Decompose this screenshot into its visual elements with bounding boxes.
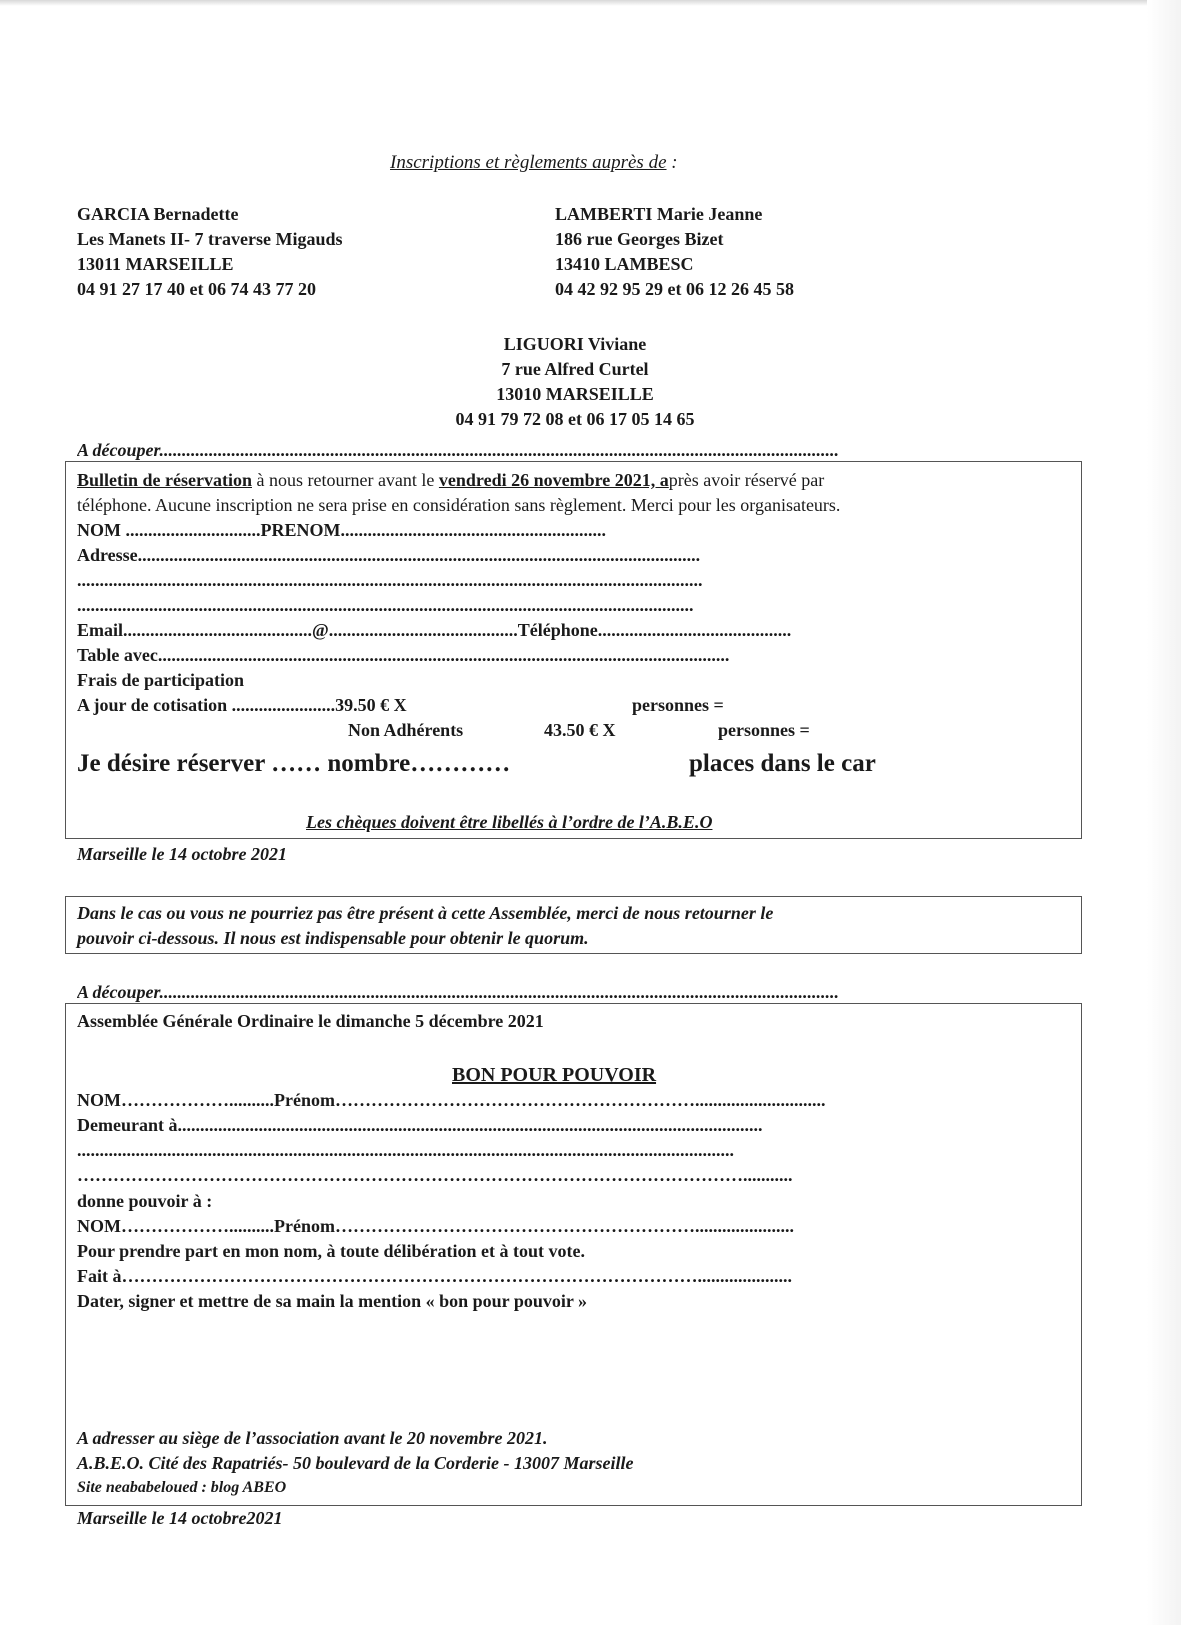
pouvoir-demeurant-line-3[interactable]: …………………………………………………………………………………………………........... xyxy=(77,1165,793,1185)
reservation-lead xyxy=(77,468,824,493)
reservation-adresse-line-3[interactable]: ......................................................................................................................................... xyxy=(77,595,694,615)
notice-line-2: pouvoir ci-dessous. Il nous est indispensable pour obtenir le quorum. xyxy=(77,928,589,948)
abeo-address: A.B.E.O. Cité des Rapatriés- 50 boulevard de la Corderie - 13007 Marseille xyxy=(77,1453,634,1473)
cotisation-line: A jour de cotisation .......................39.50 € X xyxy=(77,695,407,715)
cotisation-personnes: personnes = xyxy=(632,695,724,715)
cheques-note: Les chèques doivent être libellés à l’ordre de l’A.B.E.O xyxy=(306,812,713,832)
reservation-lead-mid: à nous retourner avant le xyxy=(251,470,439,490)
notice-line-1: Dans le cas ou vous ne pourriez pas être présent à cette Assemblée, merci de nous retourner le xyxy=(77,903,774,923)
reservation-adresse-line-2[interactable]: ........................................................................................................................................... xyxy=(77,570,703,590)
contact-2-street: 186 rue Georges Bizet xyxy=(555,229,724,249)
dater-signer-line: Dater, signer et mettre de sa main la mention « bon pour pouvoir » xyxy=(77,1291,588,1311)
contact-1-name: GARCIA Bernadette xyxy=(77,204,239,224)
reservation-table-field[interactable]: Table avec............................................................................................................................... xyxy=(77,645,730,665)
contact-2-name: LAMBERTI Marie Jeanne xyxy=(555,204,763,224)
contact-1-city: 13011 MARSEILLE xyxy=(77,254,234,274)
cut-line-2: A découper....................................................................................................................................................... xyxy=(77,982,840,1002)
pour-prendre-part: Pour prendre part en mon nom, à toute délibération et à tout vote. xyxy=(77,1241,585,1261)
contact-2-city: 13410 LAMBESC xyxy=(555,254,694,274)
pouvoir-nom2-field[interactable]: NOM………………..........Prénom……………………………………………………...................... xyxy=(77,1216,794,1236)
reservation-nom-field[interactable]: NOM ..............................PRENOM........................................................... xyxy=(77,520,606,540)
reservation-adresse-field[interactable]: Adresse............................................................................................................................. xyxy=(77,545,701,565)
non-adherents-price: 43.50 € X xyxy=(544,720,616,740)
site-line: Site neababeloued : blog ABEO xyxy=(77,1479,287,1496)
pouvoir-demeurant-field[interactable]: Demeurant à.................................................................................................................................. xyxy=(77,1115,763,1135)
non-adherents-label: Non Adhérents xyxy=(348,720,464,740)
fait-a-field[interactable]: Fait à……………………………………………………………………………………..................... xyxy=(77,1266,792,1286)
pouvoir-demeurant-line-2[interactable]: .................................................................................................................................................. xyxy=(77,1140,734,1160)
contact-3-name: LIGUORI Viviane xyxy=(503,334,647,354)
inscriptions-title: Inscriptions et règlements auprès de xyxy=(390,152,667,173)
contact-3-phone: 04 91 79 72 08 et 06 17 05 14 65 xyxy=(455,409,695,429)
reservation-title: Bulletin de réservation xyxy=(77,470,252,490)
contact-1-phone: 04 91 27 17 40 et 06 74 43 77 20 xyxy=(77,279,316,299)
frais-label: Frais de participation xyxy=(77,670,244,690)
contact-2-phone: 04 42 92 95 29 et 06 12 26 45 58 xyxy=(555,279,794,299)
scan-top-edge xyxy=(0,0,1181,6)
reservation-conditions: téléphone. Aucune inscription ne sera prise en considération sans règlement. Merci pour les organisateurs. xyxy=(77,495,841,515)
reservation-lead-tail: près avoir réservé par xyxy=(668,470,825,490)
car-reservation-field[interactable]: Je désire réserver …… nombre………… xyxy=(77,750,511,777)
reservation-email-phone-field[interactable]: Email..........................................@..........................................Téléphone........................................... xyxy=(77,620,792,640)
adresser-line: A adresser au siège de l’association avant le 20 novembre 2021. xyxy=(77,1428,548,1448)
contact-3-street: 7 rue Alfred Curtel xyxy=(501,359,649,379)
reservation-deadline: vendredi 26 novembre 2021, a xyxy=(438,470,669,490)
cut-line-1: A découper....................................................................................................................................................... xyxy=(77,440,840,460)
date-1: Marseille le 14 octobre 2021 xyxy=(77,844,287,864)
pouvoir-title: BON POUR POUVOIR xyxy=(452,1064,657,1086)
non-adherents-personnes: personnes = xyxy=(718,720,810,740)
donne-pouvoir-label: donne pouvoir à : xyxy=(77,1191,213,1211)
scan-right-edge xyxy=(1147,0,1181,1625)
contact-3-city: 13010 MARSEILLE xyxy=(496,384,654,404)
inscriptions-colon: : xyxy=(666,152,678,173)
car-places-label: places dans le car xyxy=(689,750,876,777)
inscriptions-header xyxy=(390,150,678,175)
assembly-line: Assemblée Générale Ordinaire le dimanche 5 décembre 2021 xyxy=(77,1011,544,1031)
contact-1-street: Les Manets II- 7 traverse Migauds xyxy=(77,229,343,249)
pouvoir-nom-field[interactable]: NOM………………..........Prénom……………………………………………………............................. xyxy=(77,1090,826,1110)
date-2: Marseille le 14 octobre2021 xyxy=(77,1508,283,1528)
